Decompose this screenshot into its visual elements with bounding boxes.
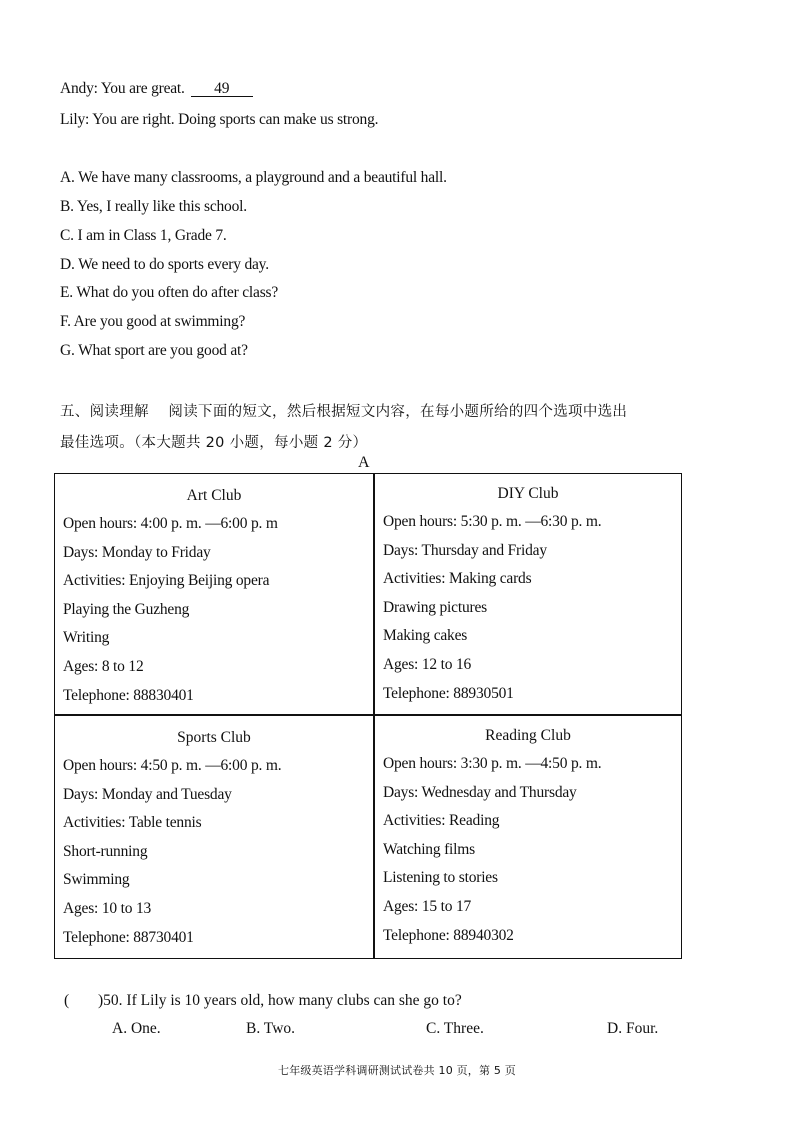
club-activities: Activities: Table tennis (63, 814, 202, 832)
club-activity-item: Playing the Guzheng (63, 600, 190, 618)
club-days: Days: Monday to Friday (63, 543, 211, 561)
option-a: A. We have many classrooms, a playground and a beautiful hall. (60, 169, 447, 186)
club-open-hours: Open hours: 3:30 p. m. —4:50 p. m. (383, 755, 602, 772)
club-open-hours: Open hours: 4:00 p. m. —6:00 p. m (63, 515, 278, 532)
club-ages: Ages: 15 to 17 (383, 897, 472, 915)
option-c: C. I am in Class 1, Grade 7. (60, 227, 227, 244)
q50-option-c: C. Three. (426, 1020, 484, 1037)
club-activity-item: Listening to stories (383, 869, 498, 887)
club-name: Reading Club (485, 727, 571, 744)
q50-option-d: D. Four. (607, 1020, 659, 1037)
club-activity-item: Swimming (63, 871, 130, 889)
club-ages: Ages: 10 to 13 (63, 899, 152, 917)
option-e: E. What do you often do after class? (60, 284, 279, 301)
club-days: Days: Wednesday and Thursday (383, 783, 577, 801)
club-telephone: Telephone: 88830401 (63, 686, 194, 704)
club-cell-reading (375, 722, 681, 950)
section-heading-line2: 最佳选项。（本大题共 20 小题，每小题 2 分） (60, 435, 368, 451)
club-ages: Ages: 12 to 16 (383, 655, 472, 673)
answer-blank-49: 49 (191, 81, 253, 97)
passage-label: A (358, 454, 370, 471)
page-footer: 七年级英语学科调研测试试卷共 10 页，第 5 页 (278, 1064, 516, 1077)
dialogue-andy-line (60, 80, 253, 98)
club-open-hours: Open hours: 5:30 p. m. —6:30 p. m. (383, 513, 602, 530)
club-activity-item: Drawing pictures (383, 598, 487, 616)
option-b: B. Yes, I really like this school. (60, 198, 247, 215)
club-activity-item: Making cakes (383, 627, 468, 645)
option-g: G. What sport are you good at? (60, 342, 248, 359)
club-cell-diy (375, 480, 681, 708)
club-ages: Ages: 8 to 12 (63, 657, 144, 675)
dialogue-lily-line: Lily: You are right. Doing sports can make us strong. (60, 111, 379, 128)
club-days: Days: Thursday and Friday (383, 541, 547, 559)
club-activities: Activities: Enjoying Beijing opera (63, 572, 270, 590)
q50-option-a: A. One. (112, 1020, 161, 1037)
club-name: DIY Club (497, 485, 559, 502)
club-telephone: Telephone: 88930501 (383, 684, 514, 702)
q50-option-b: B. Two. (246, 1020, 296, 1037)
club-activity-item: Watching films (383, 840, 475, 858)
table-horizontal-divider (55, 714, 681, 716)
question-50-text: )50. If Lily is 10 years old, how many clubs can she go to? (98, 992, 462, 1009)
club-cell-sports (55, 724, 373, 952)
club-activity-item: Short-running (63, 842, 148, 860)
clubs-table (54, 473, 682, 959)
option-d: D. We need to do sports every day. (60, 256, 269, 273)
club-activities: Activities: Making cards (383, 570, 532, 588)
answer-paren: ( (64, 992, 70, 1009)
club-telephone: Telephone: 88940302 (383, 926, 514, 944)
question-50 (64, 992, 462, 1010)
section-heading (60, 397, 740, 459)
club-open-hours: Open hours: 4:50 p. m. —6:00 p. m. (63, 757, 282, 774)
club-activity-item: Writing (63, 629, 110, 647)
andy-text: Andy: You are great. (60, 80, 185, 97)
club-name: Art Club (186, 487, 242, 504)
club-name: Sports Club (177, 729, 251, 746)
option-f: F. Are you good at swimming? (60, 313, 246, 330)
club-telephone: Telephone: 88730401 (63, 928, 194, 946)
club-days: Days: Monday and Tuesday (63, 785, 232, 803)
club-cell-art (55, 482, 373, 710)
club-activities: Activities: Reading (383, 812, 500, 830)
section-heading-line1: 五、阅读理解 阅读下面的短文，然后根据短文内容，在每小题所给的四个选项中选出 (60, 404, 628, 420)
